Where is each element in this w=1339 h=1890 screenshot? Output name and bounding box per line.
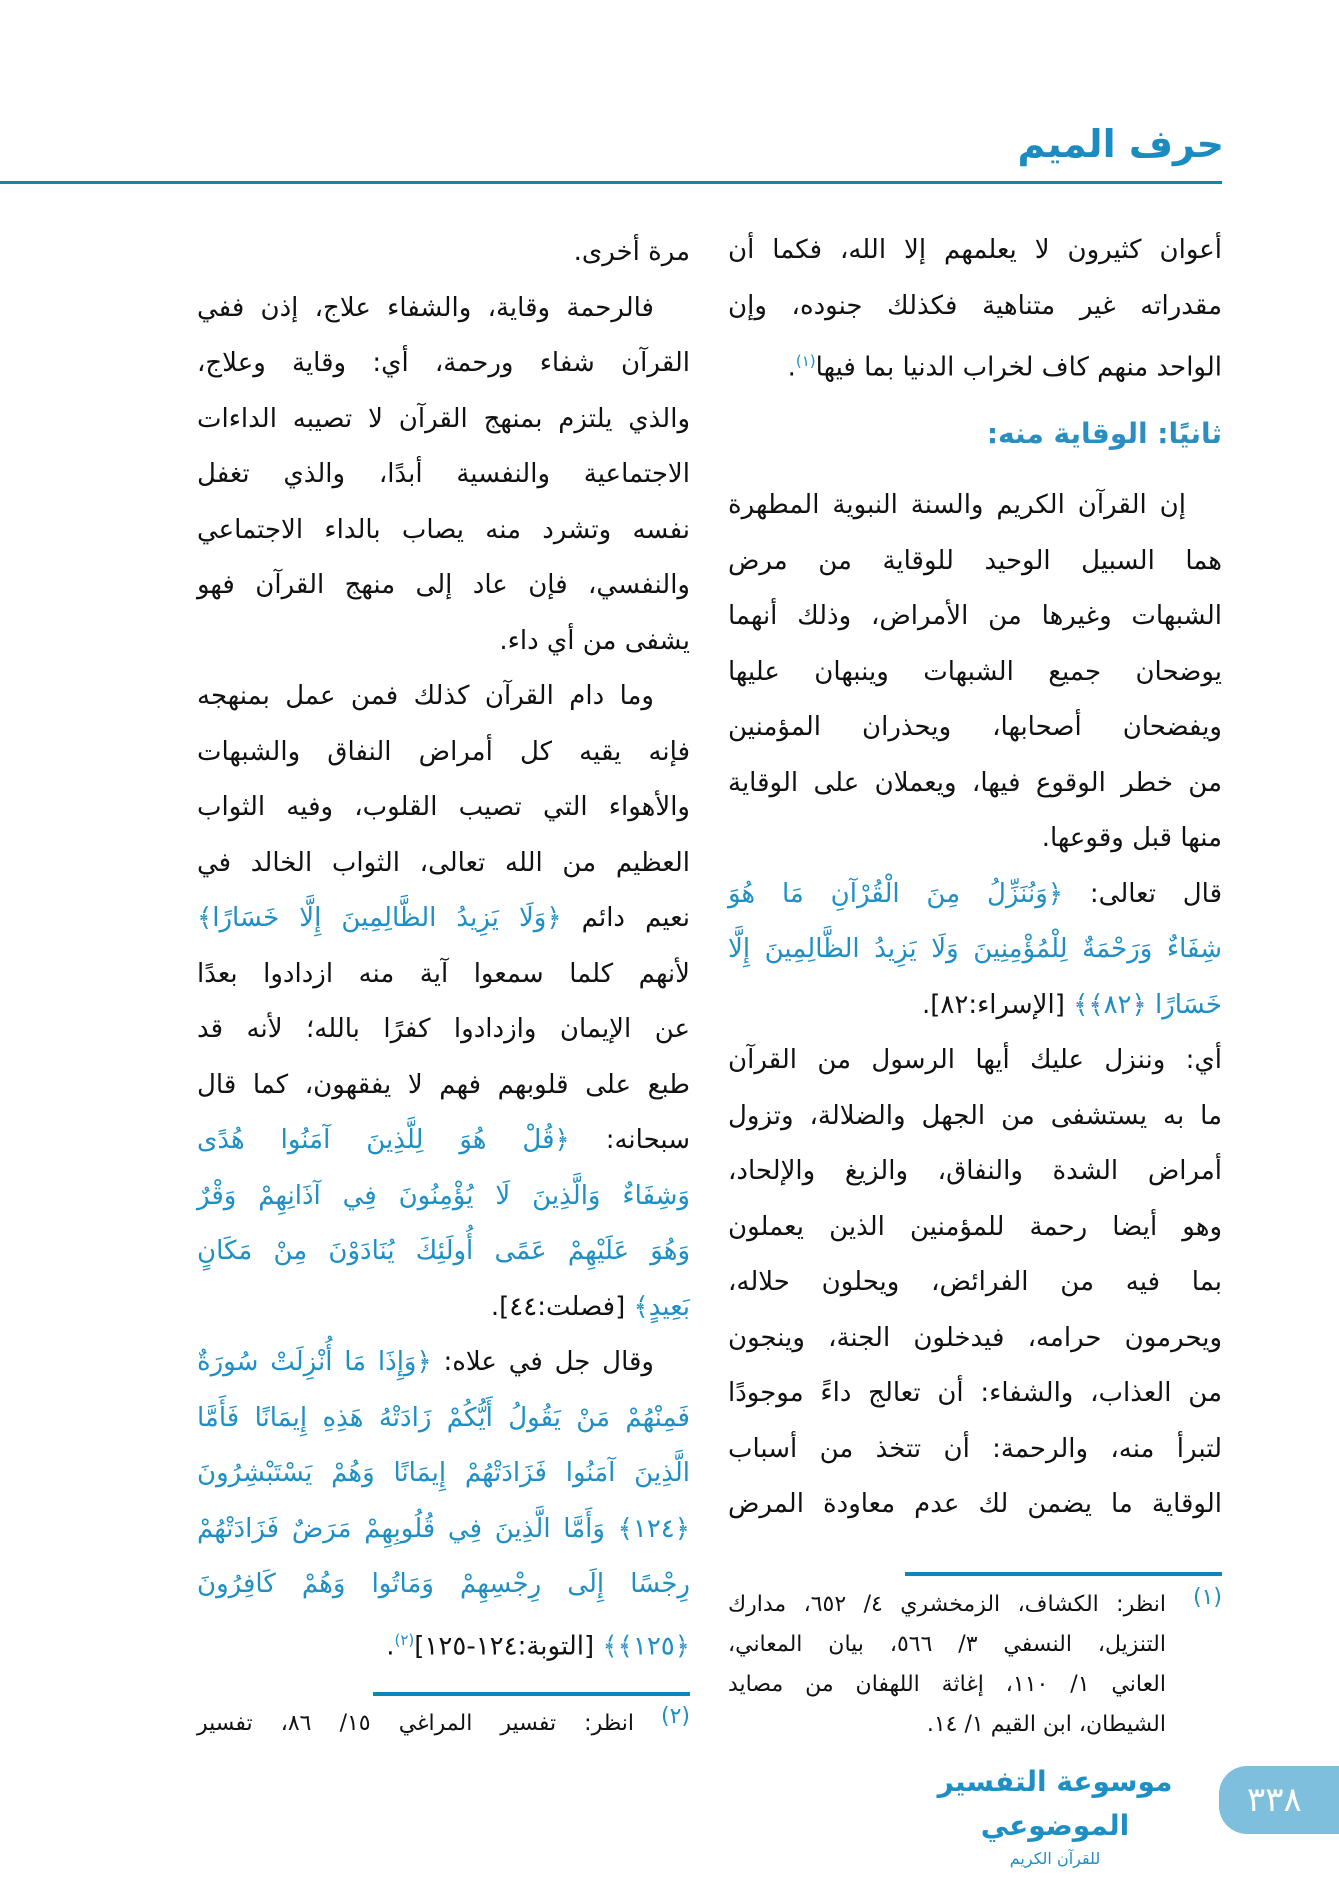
text-line [728, 478, 1222, 534]
text-segment: نفسه وتشرد منه يصاب بالداء الاجتماعي [197, 514, 690, 545]
text-segment: قال تعالى: [1063, 878, 1222, 909]
page-number: ٣٣٨ [1219, 1766, 1339, 1834]
logo-subtitle: للقرآن الكريم [1009, 1849, 1101, 1868]
text-line [728, 867, 1222, 923]
text-segment: الوقاية ما يضمن لك عدم معاودة المرض [728, 1489, 1222, 1519]
text-line [728, 1311, 1222, 1367]
text-segment: يوضحان جميع الشبهات وينبهان عليها [728, 656, 1222, 687]
text-line [728, 1255, 1222, 1311]
text-line [197, 503, 690, 559]
encyclopedia-logo [930, 1760, 1180, 1868]
text-line [197, 614, 690, 670]
footnote-line: انظر: الكشاف، الزمخشري ٤/ ٦٥٢، مدارك [728, 1592, 1167, 1617]
text-line [197, 447, 690, 503]
footnote-reference[interactable]: (٢) [394, 1630, 415, 1649]
text-line [728, 922, 1222, 978]
footnote-text [728, 1585, 1166, 1745]
quran-verse: وَهُوَ عَلَيْهِمْ عَمًى أُولَئِكَ يُنَادَوْنَ مِنْ مَكَانٍ [197, 1236, 690, 1266]
text-line [728, 334, 1222, 390]
text-line [197, 1113, 690, 1169]
text-line [197, 558, 690, 614]
footnote-text [197, 1704, 634, 1744]
text-line [728, 223, 1222, 279]
text-segment: . [787, 352, 796, 383]
footnote-line: انظر: تفسير المراغي ١٥/ ٨٦، تفسير [197, 1711, 634, 1736]
text-line [197, 1169, 690, 1225]
text-segment: وهو أيضا رحمة للمؤمنين الذين يعملون [728, 1211, 1222, 1242]
quran-verse: رِجْسًا إِلَى رِجْسِهِمْ وَمَاتُوا وَهُمْ كَافِرُونَ [197, 1569, 690, 1599]
text-line [197, 891, 690, 947]
text-segment: ويحرمون حرامه، فيدخلون الجنة، وينجون [728, 1322, 1222, 1353]
text-segment: من العذاب، والشفاء: أن تعالج داءً موجودًا [728, 1378, 1222, 1408]
footnote-1 [728, 1585, 1222, 1745]
text-line [728, 978, 1222, 1034]
quran-verse: ﴿وَإِذَا مَا أُنْزِلَتْ سُورَةٌ [197, 1347, 432, 1377]
text-segment: ويفضحان أصحابها، ويحذران المؤمنين [728, 712, 1222, 742]
text-line [197, 725, 690, 781]
text-segment: هما السبيل الوحيد للوقاية من مرض [728, 545, 1222, 576]
text-line [728, 645, 1222, 701]
text-segment: والنفسي، فإن عاد إلى منهج القرآن فهو [197, 570, 690, 600]
text-line [728, 1422, 1222, 1478]
quran-verse: خَسَارًا ﴿٨٢﴾﴾ [1073, 989, 1222, 1020]
text-line [197, 1224, 690, 1280]
text-segment: العظيم من الله تعالى، الثواب الخالد في [197, 847, 690, 878]
text-segment: [فصلت:٤٤]. [490, 1291, 634, 1322]
text-segment: لتبرأ منه، والرحمة: أن تتخذ من أسباب [728, 1433, 1222, 1464]
footnote-number: (٢) [660, 1704, 690, 1729]
section-heading: ثانيًا: الوقاية منه: [986, 416, 1222, 450]
text-line [197, 836, 690, 892]
text-line [197, 281, 690, 337]
text-line [197, 1446, 690, 1502]
text-segment: عن الإيمان وازدادوا كفرًا بالله؛ لأنه قد [197, 1014, 690, 1044]
text-segment: وقال جل في علاه: [431, 1347, 654, 1377]
right-paragraph-a [728, 223, 1222, 390]
text-segment: الشبهات وغيرها من الأمراض، وذلك أنهما [728, 601, 1222, 631]
text-segment: الواحد منهم كاف لخراب الدنيا بما فيها [815, 352, 1222, 383]
text-line [728, 589, 1222, 645]
text-segment: طبع على قلوبهم فهم لا يفقهون، كما قال [197, 1069, 690, 1100]
text-line [197, 1557, 690, 1613]
quran-verse: ﴿١٢٥﴾﴾ [602, 1631, 690, 1662]
text-segment: إن القرآن الكريم والسنة النبوية المطهرة [728, 490, 1186, 520]
logo-title: موسوعة التفسير الموضوعي [937, 1765, 1173, 1842]
text-line [197, 669, 690, 725]
text-segment: فالرحمة وقاية، والشفاء علاج، إذن ففي [197, 292, 654, 323]
text-segment: من خطر الوقوع فيها، ويعملان على الوقاية [728, 767, 1222, 798]
text-segment: نعيم دائم [561, 903, 690, 933]
footnote-line: الشيطان، ابن القيم ١/ ١٤. [926, 1712, 1166, 1737]
quran-verse: ﴿١٢٤﴾ وَأَمَّا الَّذِينَ فِي قُلُوبِهِمْ مَرَضٌ فَزَادَتْهُمْ [197, 1513, 690, 1544]
quran-verse: شِفَاءٌ وَرَحْمَةٌ لِلْمُؤْمِنِينَ وَلَا يَزِيدُ الظَّالِمِينَ إِلَّا [728, 934, 1222, 964]
text-segment: . [386, 1631, 395, 1662]
text-segment: أمراض الشدة والنفاق، والزيغ والإلحاد، [728, 1156, 1222, 1186]
text-segment: مقدراته غير متناهية فكذلك جنوده، وإن [728, 290, 1222, 321]
header-divider [0, 181, 1222, 184]
text-segment: [التوبة:١٢٤-١٢٥] [414, 1631, 603, 1662]
text-segment: أعوان كثيرون لا يعلمهم إلا الله، فكما أن [728, 235, 1222, 265]
text-line [197, 1280, 690, 1336]
text-segment: يشفى من أي داء. [499, 625, 690, 656]
text-line [728, 1366, 1222, 1422]
footnote-2 [197, 1704, 690, 1744]
chapter-title: حرف الميم [1017, 122, 1224, 166]
text-segment: [الإسراء:٨٢]. [921, 989, 1074, 1020]
footnote-divider-right [905, 1572, 1222, 1576]
text-line [197, 392, 690, 448]
left-paragraphs [197, 225, 690, 1668]
text-segment: والأهواء التي تصيب القلوب، وفيه الثواب [197, 792, 690, 822]
text-line [197, 947, 690, 1003]
footnote-line: العاني ١/ ١١٠، إغاثة اللهفان من مصايد [728, 1672, 1167, 1697]
text-segment: لأنهم كلما سمعوا آية منه ازدادوا بعدًا [197, 958, 690, 989]
footnote-divider-left [373, 1692, 690, 1696]
text-line [197, 1391, 690, 1447]
text-line [197, 336, 690, 392]
text-line [728, 700, 1222, 756]
text-segment: سبحانه: [569, 1125, 690, 1155]
text-line [197, 225, 690, 281]
text-line [197, 1502, 690, 1558]
footnote-reference[interactable]: (١) [795, 352, 816, 370]
quran-verse: وَشِفَاءٌ وَالَّذِينَ لَا يُؤْمِنُونَ فِي آذَانِهِمْ وَقْرٌ [197, 1180, 690, 1211]
text-line [197, 1613, 690, 1669]
text-segment: أي: وننزل عليك أيها الرسول من القرآن [728, 1045, 1222, 1075]
text-line [728, 1089, 1222, 1145]
text-line [728, 534, 1222, 590]
quran-verse: بَعِيدٍ﴾ [633, 1291, 690, 1322]
text-segment: القرآن شفاء ورحمة، أي: وقاية وعلاج، [197, 348, 690, 378]
text-line [197, 1335, 690, 1391]
text-segment: الاجتماعية والنفسية أبدًا، والذي تغفل [197, 459, 690, 489]
text-segment: ما به يستشفى من الجهل والضلالة، وتزول [728, 1100, 1222, 1131]
left-column [197, 225, 690, 1668]
text-segment: بما فيه من الفرائض، ويحلون حلاله، [728, 1267, 1222, 1297]
quran-verse: ﴿قُلْ هُوَ لِلَّذِينَ آمَنُوا هُدًى [197, 1125, 570, 1155]
text-line [728, 1477, 1222, 1533]
text-line [728, 279, 1222, 335]
footnote-line: التنزيل، النسفي ٣/ ٥٦٦، بيان المعاني، [728, 1632, 1166, 1657]
text-segment: وما دام القرآن كذلك فمن عمل بمنهجه [197, 681, 654, 711]
right-paragraph-b [728, 478, 1222, 1533]
quran-verse: فَمِنْهُمْ مَنْ يَقُولُ أَيُّكُمْ زَادَتْهُ هَذِهِ إِيمَانًا فَأَمَّا [197, 1402, 690, 1433]
footnote-number: (١) [1192, 1585, 1222, 1610]
quran-verse: ﴿وَنُنَزِّلُ مِنَ الْقُرْآنِ مَا هُوَ [728, 878, 1064, 909]
text-line [728, 811, 1222, 867]
text-line [728, 1033, 1222, 1089]
text-line [197, 780, 690, 836]
quran-verse: الَّذِينَ آمَنُوا فَزَادَتْهُمْ إِيمَانًا وَهُمْ يَسْتَبْشِرُونَ [197, 1458, 690, 1488]
text-segment: منها قبل وقوعها. [1041, 823, 1222, 853]
text-line [197, 1002, 690, 1058]
right-column [728, 223, 1222, 1533]
text-line [728, 756, 1222, 812]
text-line [728, 1200, 1222, 1256]
text-line [197, 1058, 690, 1114]
text-segment: فإنه يقيه كل أمراض النفاق والشبهات [197, 736, 690, 767]
text-segment: مرة أخرى. [573, 237, 690, 267]
text-segment: والذي يلتزم بمنهج القرآن لا تصيبه الداءات [197, 403, 690, 434]
text-line [728, 1144, 1222, 1200]
quran-verse: ﴿وَلَا يَزِيدُ الظَّالِمِينَ إِلَّا خَسَارًا﴾ [197, 903, 562, 933]
